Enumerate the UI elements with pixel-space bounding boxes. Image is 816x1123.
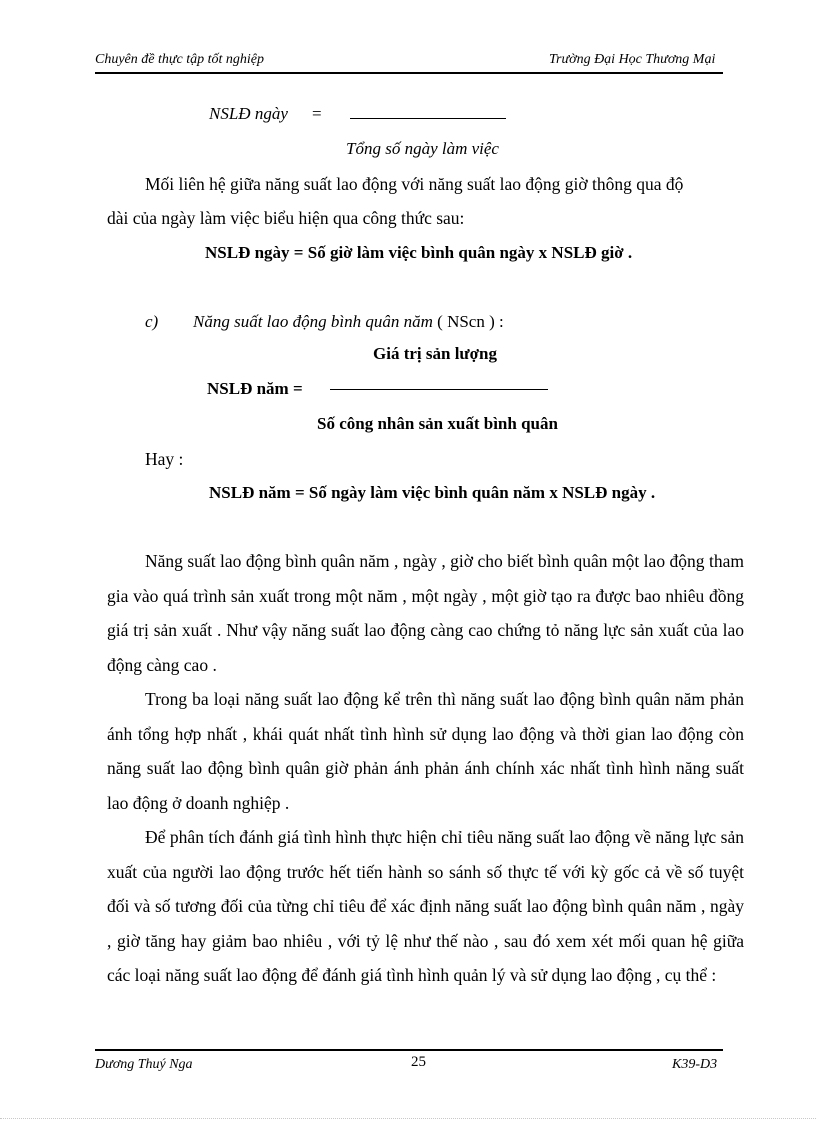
footer-rule bbox=[95, 1049, 723, 1051]
footer-class-code: K39-D3 bbox=[672, 1057, 718, 1072]
section-c-marker: c) bbox=[145, 312, 159, 331]
paragraph-3: Để phân tích đánh giá tình hình thực hiện chỉ tiêu năng suất lao động về năng lực sản xuất của người lao động trước hết tiến hành so sánh số thực tế với kỳ gốc cả về số tuyệt đối và số tương đối của từng chỉ tiêu để xác định năng suất lao động bình quân năm , ngày , giờ tăng hay giảm bao nhiêu , với tỷ lệ như thế nào , sau đó xem xét mối quan hệ giữa các loại năng suất lao động để đánh giá tình hình quản lý và sử dụng lao động , cụ thể : bbox=[107, 827, 744, 985]
paragraph-1: Năng suất lao động bình quân năm , ngày , giờ cho biết bình quân một lao động tham gia vào quá trình sản xuất trong một năm , một ngày , một giờ tạo ra được bao nhiêu đồng giá trị sản xuất . Như vậy năng suất lao động càng cao chứng tỏ năng lực sản xuất của lao động càng cao . bbox=[107, 551, 744, 675]
hay-label: Hay : bbox=[145, 449, 184, 469]
header-right-title: Trường Đại Học Thương Mại bbox=[549, 52, 716, 67]
section-c-suffix: ( NScn ) : bbox=[432, 312, 504, 331]
intro-line-2: dài của ngày làm việc biểu hiện qua công thức sau: bbox=[107, 208, 465, 228]
formula-day-fraction-bar bbox=[350, 118, 506, 119]
formula-day-equals: = bbox=[312, 104, 322, 123]
formula-day-denominator: Tổng số ngày làm việc bbox=[346, 139, 499, 158]
paragraph-2: Trong ba loại năng suất lao động kể trên thì năng suất lao động bình quân năm phản ánh tổng hợp nhất , khái quát nhất tình hình sử dụng lao động và thời gian lao động còn năng suất lao động bình quân giờ phản ánh phản ánh chính xác nhất tình hình năng suất lao động ở doanh nghiệp . bbox=[107, 689, 744, 813]
formula-year-numerator: Giá trị sản lượng bbox=[373, 344, 497, 363]
page-number: 25 bbox=[411, 1054, 426, 1070]
section-c-heading bbox=[193, 312, 504, 332]
formula-year-lhs: NSLĐ năm = bbox=[207, 379, 303, 398]
section-c-title: Năng suất lao động bình quân năm bbox=[193, 312, 433, 331]
formula-year-fraction-bar bbox=[330, 389, 548, 390]
formula-day-lhs: NSLĐ ngày bbox=[209, 104, 288, 123]
header-rule bbox=[95, 72, 723, 74]
footer-author: Dương Thuý Nga bbox=[95, 1057, 193, 1072]
formula-day-hour: NSLĐ ngày = Số giờ làm việc bình quân ngày x NSLĐ giờ . bbox=[205, 243, 633, 262]
intro-line-1: Mối liên hệ giữa năng suất lao động với năng suất lao động giờ thông qua độ bbox=[145, 174, 684, 194]
formula-year-day: NSLĐ năm = Số ngày làm việc bình quân năm x NSLĐ ngày . bbox=[209, 483, 656, 502]
formula-year-denominator: Số công nhân sản xuất bình quân bbox=[317, 414, 558, 433]
header-left-title: Chuyên đề thực tập tốt nghiệp bbox=[95, 52, 264, 67]
page-bottom-dotted-edge bbox=[0, 1118, 816, 1119]
